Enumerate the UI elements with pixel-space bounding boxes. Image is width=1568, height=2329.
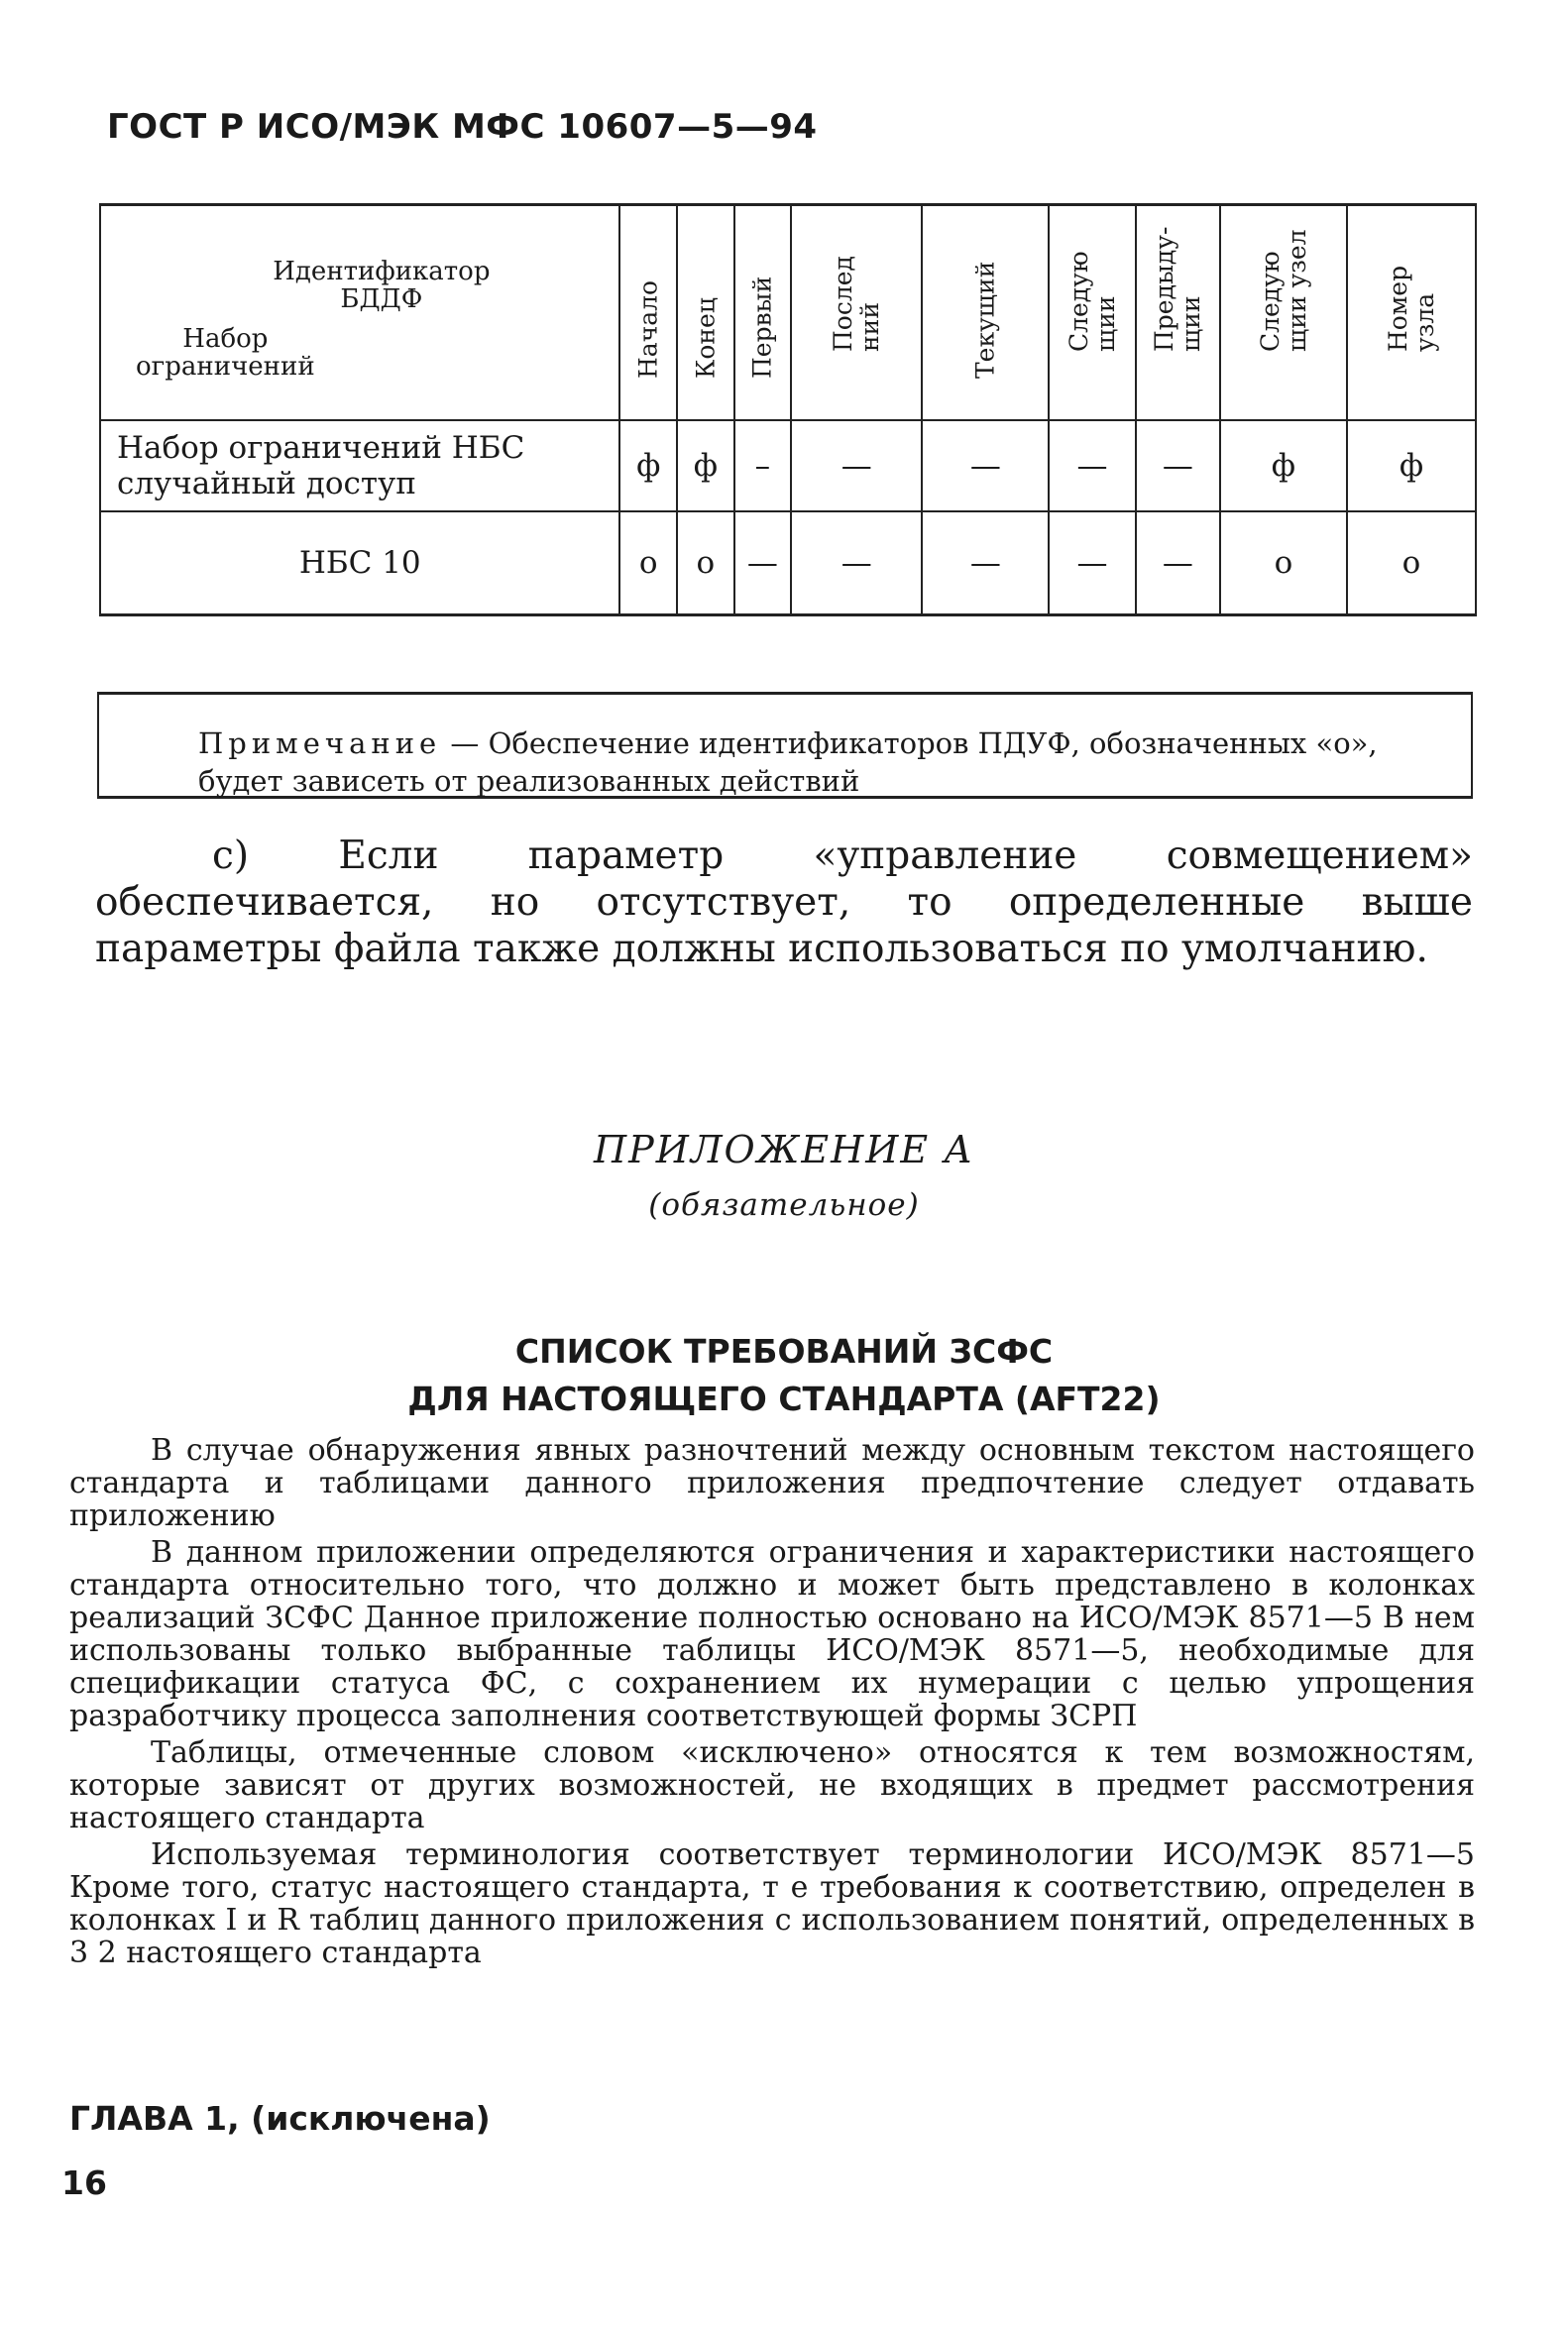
table-cell: — [791,420,922,511]
table-cell: — [922,511,1049,615]
table-row [100,511,1476,615]
table-cell: о [1220,511,1347,615]
table-cell: о [1347,511,1476,615]
table-cell: ф [677,420,734,511]
list-heading-line1: СПИСОК ТРЕБОВАНИЙ ЗСФС [514,1332,1054,1371]
column-header: Начало [619,205,677,421]
page-number: 16 [61,2163,107,2202]
column-header: Текущий [922,205,1049,421]
table-cell: ф [1347,420,1476,511]
table-cell: — [1136,511,1220,615]
column-header: Конец [677,205,734,421]
table-cell: о [677,511,734,615]
table-cell: — [1136,420,1220,511]
row-label: Набор ограничений НБС случайный доступ [100,420,619,511]
table-cell: — [791,511,922,615]
table-header-row [100,205,1476,421]
table-note [97,692,1473,799]
appendix-subtitle: (обязательное) [648,1187,920,1223]
table-cell: — [1049,511,1135,615]
corner-constraint-set: Набор ограничений [136,324,315,382]
table-cell: ф [619,420,677,511]
body-paragraph: Таблицы, отмеченные словом «исключено» относятся к тем возможностям, которые зависят от других возможностей, не входящих в предмет рассмотрения настоящего стандарта [69,1735,1475,1835]
column-header: Первый [734,205,792,421]
list-heading [0,1328,1568,1423]
body-paragraph: В данном приложении определяются ограничения и характеристики настоящего стандарта относительно того, что должно и может быть представлено в колонках реализаций ЗСФС Данное приложение полностью основано на ИСО/МЭК 8571—5 В нем использованы только выбранные таблицы ИСО/МЭК 8571—5, необходимые для спецификации статуса ФС, с сохранением их нумерации с целью упрощения разработчику процесса заполнения соответствующей формы ЗСРП [69,1535,1475,1733]
table-cell: — [922,420,1049,511]
table-cell: ф [1220,420,1347,511]
requirements-table-wrapper [99,203,1477,616]
appendix-title: ПРИЛОЖЕНИЕ А [593,1128,975,1171]
column-header: Предыду- щии [1136,205,1220,421]
list-heading-line2: ДЛЯ НАСТОЯЩЕГО СТАНДАРТА (AFT22) [407,1380,1161,1418]
row-label: НБС 10 [100,511,619,615]
table-corner-cell [100,205,619,421]
note-text: — Обеспечение идентификаторов ПДУФ, обозначенных «о», будет зависеть от реализованных действий [198,726,1378,798]
table-cell: — [734,511,792,615]
column-header: Номер узла [1347,205,1476,421]
note-lead: Примечание [198,726,442,760]
table-cell: — [1049,420,1135,511]
chapter-heading: ГЛАВА 1, (исключена) [69,2099,491,2138]
document-header: ГОСТ Р ИСО/МЭК МФС 10607—5—94 [107,107,818,147]
column-header: Послед ний [791,205,922,421]
table-cell: о [619,511,677,615]
column-header: Следую щии [1049,205,1135,421]
requirements-table [99,203,1477,616]
table-row [100,420,1476,511]
paragraph-c: с) Если параметр «управление совмещением» обеспечивается, но отсутствует, то определенные выше параметры файла также должны использоваться по умолчанию. [95,833,1473,971]
body-paragraph: Используемая терминология соответствует терминологии ИСО/МЭК 8571—5 Кроме того, статус настоящего стандарта, т е требования к соответствию, определен в колонках I и R таблиц данного приложения с использованием понятий, определенных в 3 2 настоящего стандарта [69,1837,1475,1970]
appendix-body [69,1434,1475,1973]
body-paragraph: В случае обнаружения явных разночтений между основным текстом настоящего стандарта и таблицами данного приложения предпочтение следует отдавать приложению [69,1433,1475,1533]
table-cell: – [734,420,792,511]
column-header: Следую щии узел [1220,205,1347,421]
corner-identifier: Идентификатор БДДФ [273,257,491,314]
